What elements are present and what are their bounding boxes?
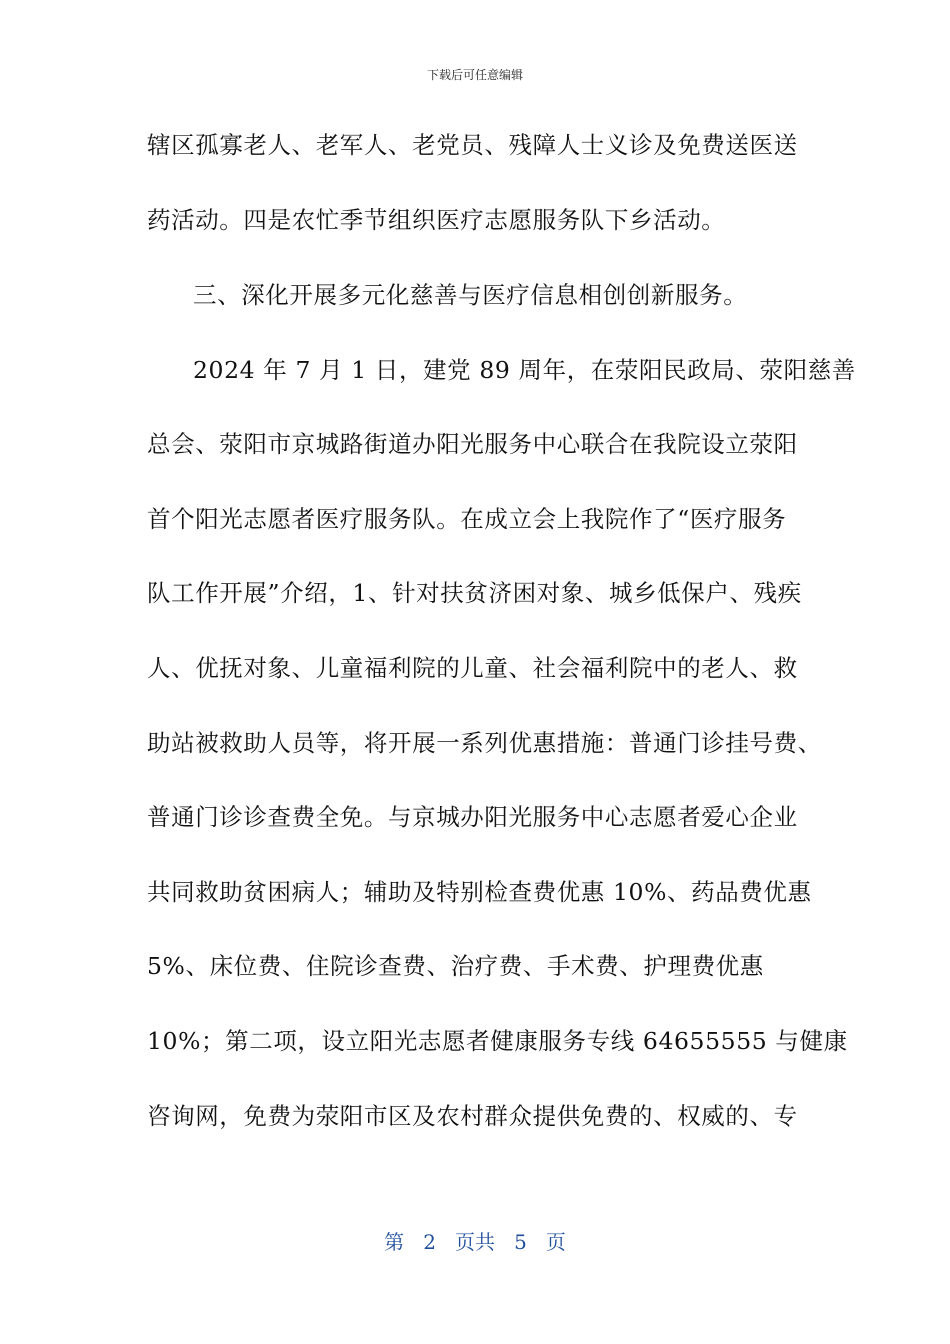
body-line: 人、优抚对象、儿童福利院的儿童、社会福利院中的老人、救 [147,654,798,682]
section-heading: 三、深化开展多元化慈善与医疗信息相创创新服务。 [193,281,748,309]
total-pages-number: 5 [514,1230,527,1254]
body-line: 首个阳光志愿者医疗服务队。在成立会上我院作了“医疗服务 [147,505,787,533]
body-line: 共同救助贫困病人；辅助及特别检查费优惠 10%、药品费优惠 [147,878,812,906]
page-label-prefix: 第 [384,1230,405,1254]
body-line: 咨询网，免费为荥阳市区及农村群众提供免费的、权威的、专 [147,1102,798,1130]
body-line: 普通门诊诊查费全免。与京城办阳光服务中心志愿者爱心企业 [147,803,798,831]
body-line: 助站被救助人员等，将开展一系列优惠措施：普通门诊挂号费、 [147,729,822,757]
page-label-mid: 页共 [455,1230,495,1254]
body-line: 10%；第二项，设立阳光志愿者健康服务专线 64655555 与健康 [147,1027,848,1055]
page-footer [0,1226,950,1255]
page-label-suffix: 页 [545,1230,566,1254]
page-header: 下载后可任意编辑 [426,68,523,82]
current-page-number: 2 [423,1230,436,1254]
body-line: 辖区孤寡老人、老军人、老党员、残障人士义诊及免费送医送 [147,131,798,159]
body-line: 药活动。四是农忙季节组织医疗志愿服务队下乡活动。 [147,206,726,234]
body-line: 队工作开展”介绍，1、针对扶贫济困对象、城乡低保户、残疾 [147,579,802,607]
body-line: 2024 年 7 月 1 日，建党 89 周年，在荥阳民政局、荥阳慈善 [193,356,856,384]
body-line: 总会、荥阳市京城路街道办阳光服务中心联合在我院设立荥阳 [147,430,798,458]
body-line: 5%、床位费、住院诊查费、治疗费、手术费、护理费优惠 [147,952,764,980]
